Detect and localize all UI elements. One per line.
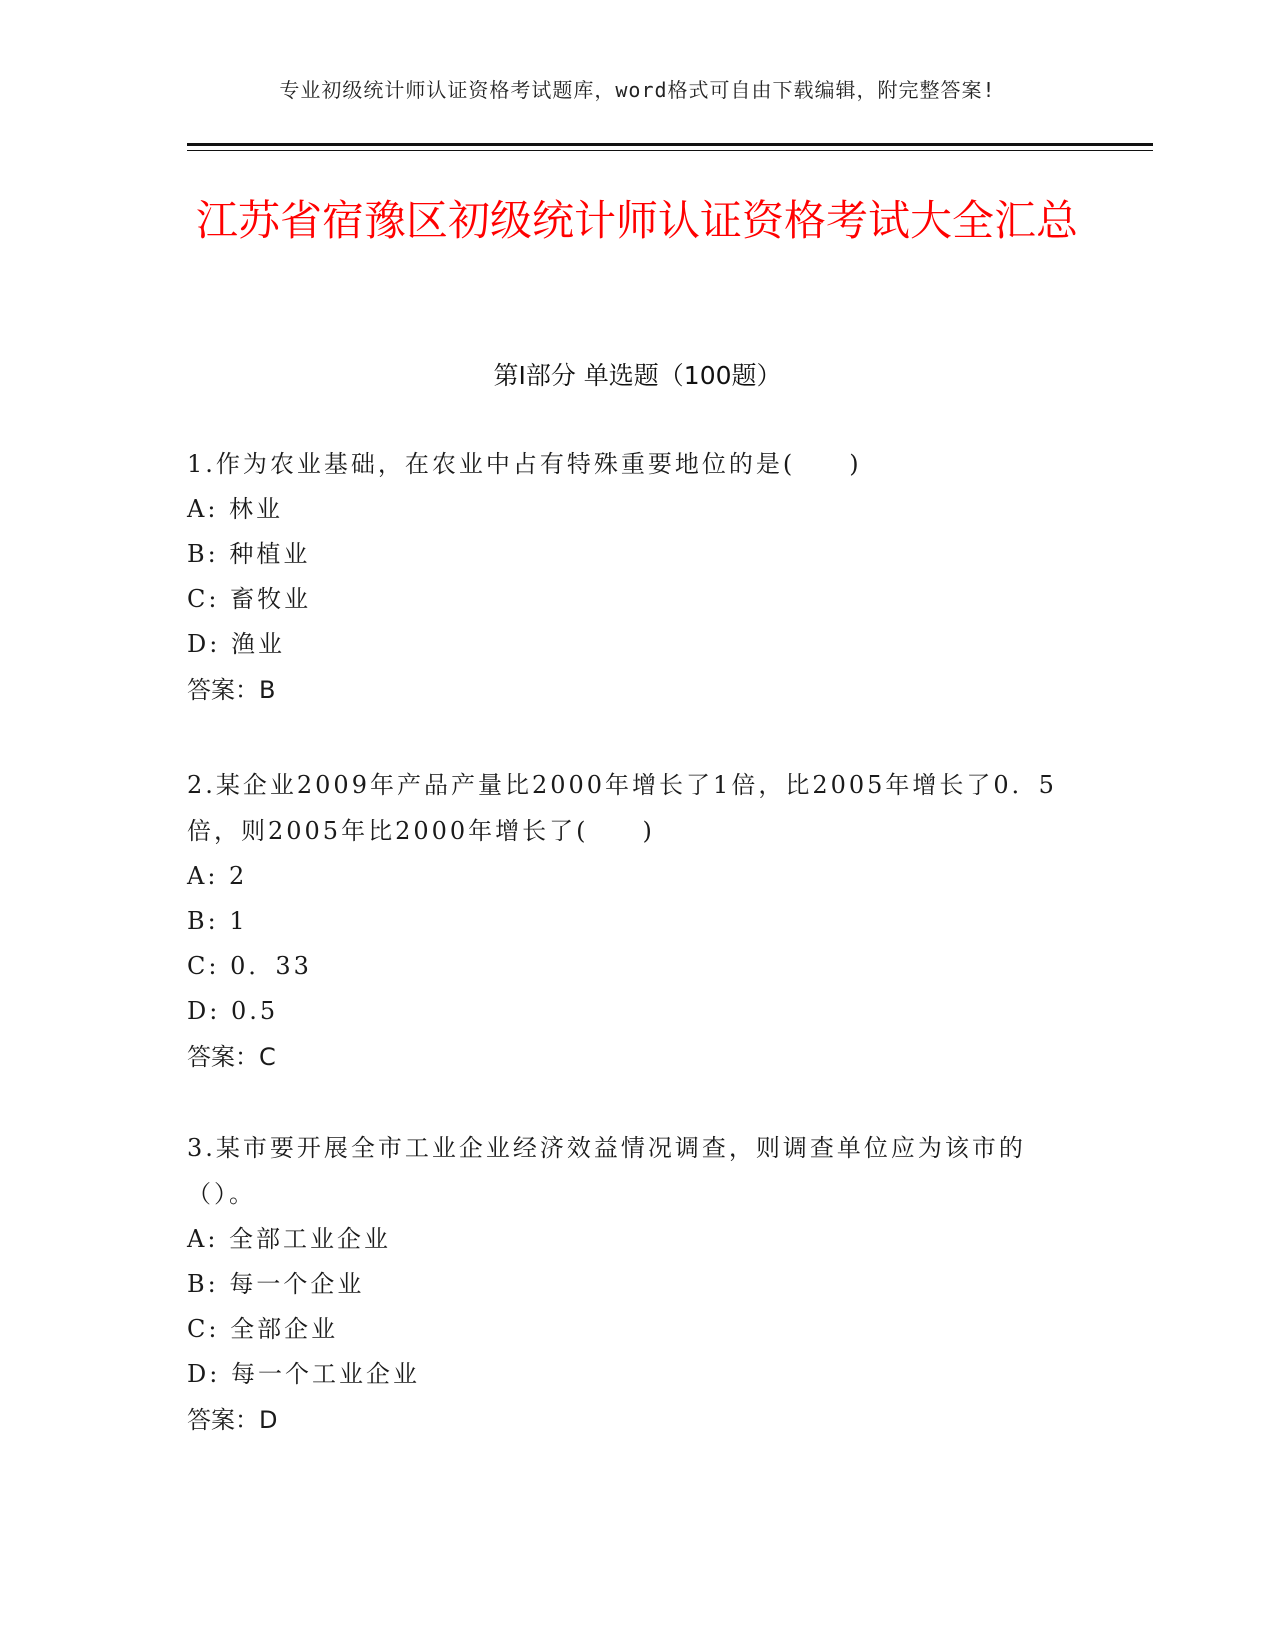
option-d: D: 0.5 <box>187 997 279 1025</box>
question-1 <box>187 441 1067 713</box>
option-d: D: 每一个工业企业 <box>187 1360 420 1388</box>
option-a: A: 全部工业企业 <box>187 1225 392 1253</box>
answer: 答案：D <box>187 1406 278 1434</box>
option-b: B: 种植业 <box>187 540 311 568</box>
question-2 <box>187 762 1067 1080</box>
header-rule-thick <box>187 143 1153 146</box>
document-title: 江苏省宿豫区初级统计师认证资格考试大全汇总 <box>195 196 1078 245</box>
option-d: D: 渔业 <box>187 630 285 658</box>
option-a: A: 2 <box>187 862 248 890</box>
option-a: A: 林业 <box>187 495 284 523</box>
question-3 <box>187 1125 1067 1443</box>
section-heading: 第Ⅰ部分 单选题（100题） <box>493 361 782 390</box>
header-note: 专业初级统计师认证资格考试题库，word格式可自由下载编辑，附完整答案! <box>279 78 996 102</box>
answer: 答案：B <box>187 676 276 704</box>
option-c: C: 全部企业 <box>187 1315 339 1343</box>
option-b: B: 1 <box>187 907 248 935</box>
answer: 答案：C <box>187 1043 276 1071</box>
option-c: C: 畜牧业 <box>187 585 312 613</box>
question-stem: 2.某企业2009年产品产量比2000年增长了1倍，比2005年增长了0．5倍，则2005年比2000年增长了( ) <box>187 771 1057 845</box>
option-b: B: 每一个企业 <box>187 1270 365 1298</box>
question-stem: 1.作为农业基础，在农业中占有特殊重要地位的是( ) <box>187 450 862 478</box>
option-c: C: 0．33 <box>187 952 312 980</box>
question-stem: 3.某市要开展全市工业企业经济效益情况调查，则调查单位应为该市的（）。 <box>187 1134 1026 1208</box>
header-rule-thin <box>187 150 1153 151</box>
